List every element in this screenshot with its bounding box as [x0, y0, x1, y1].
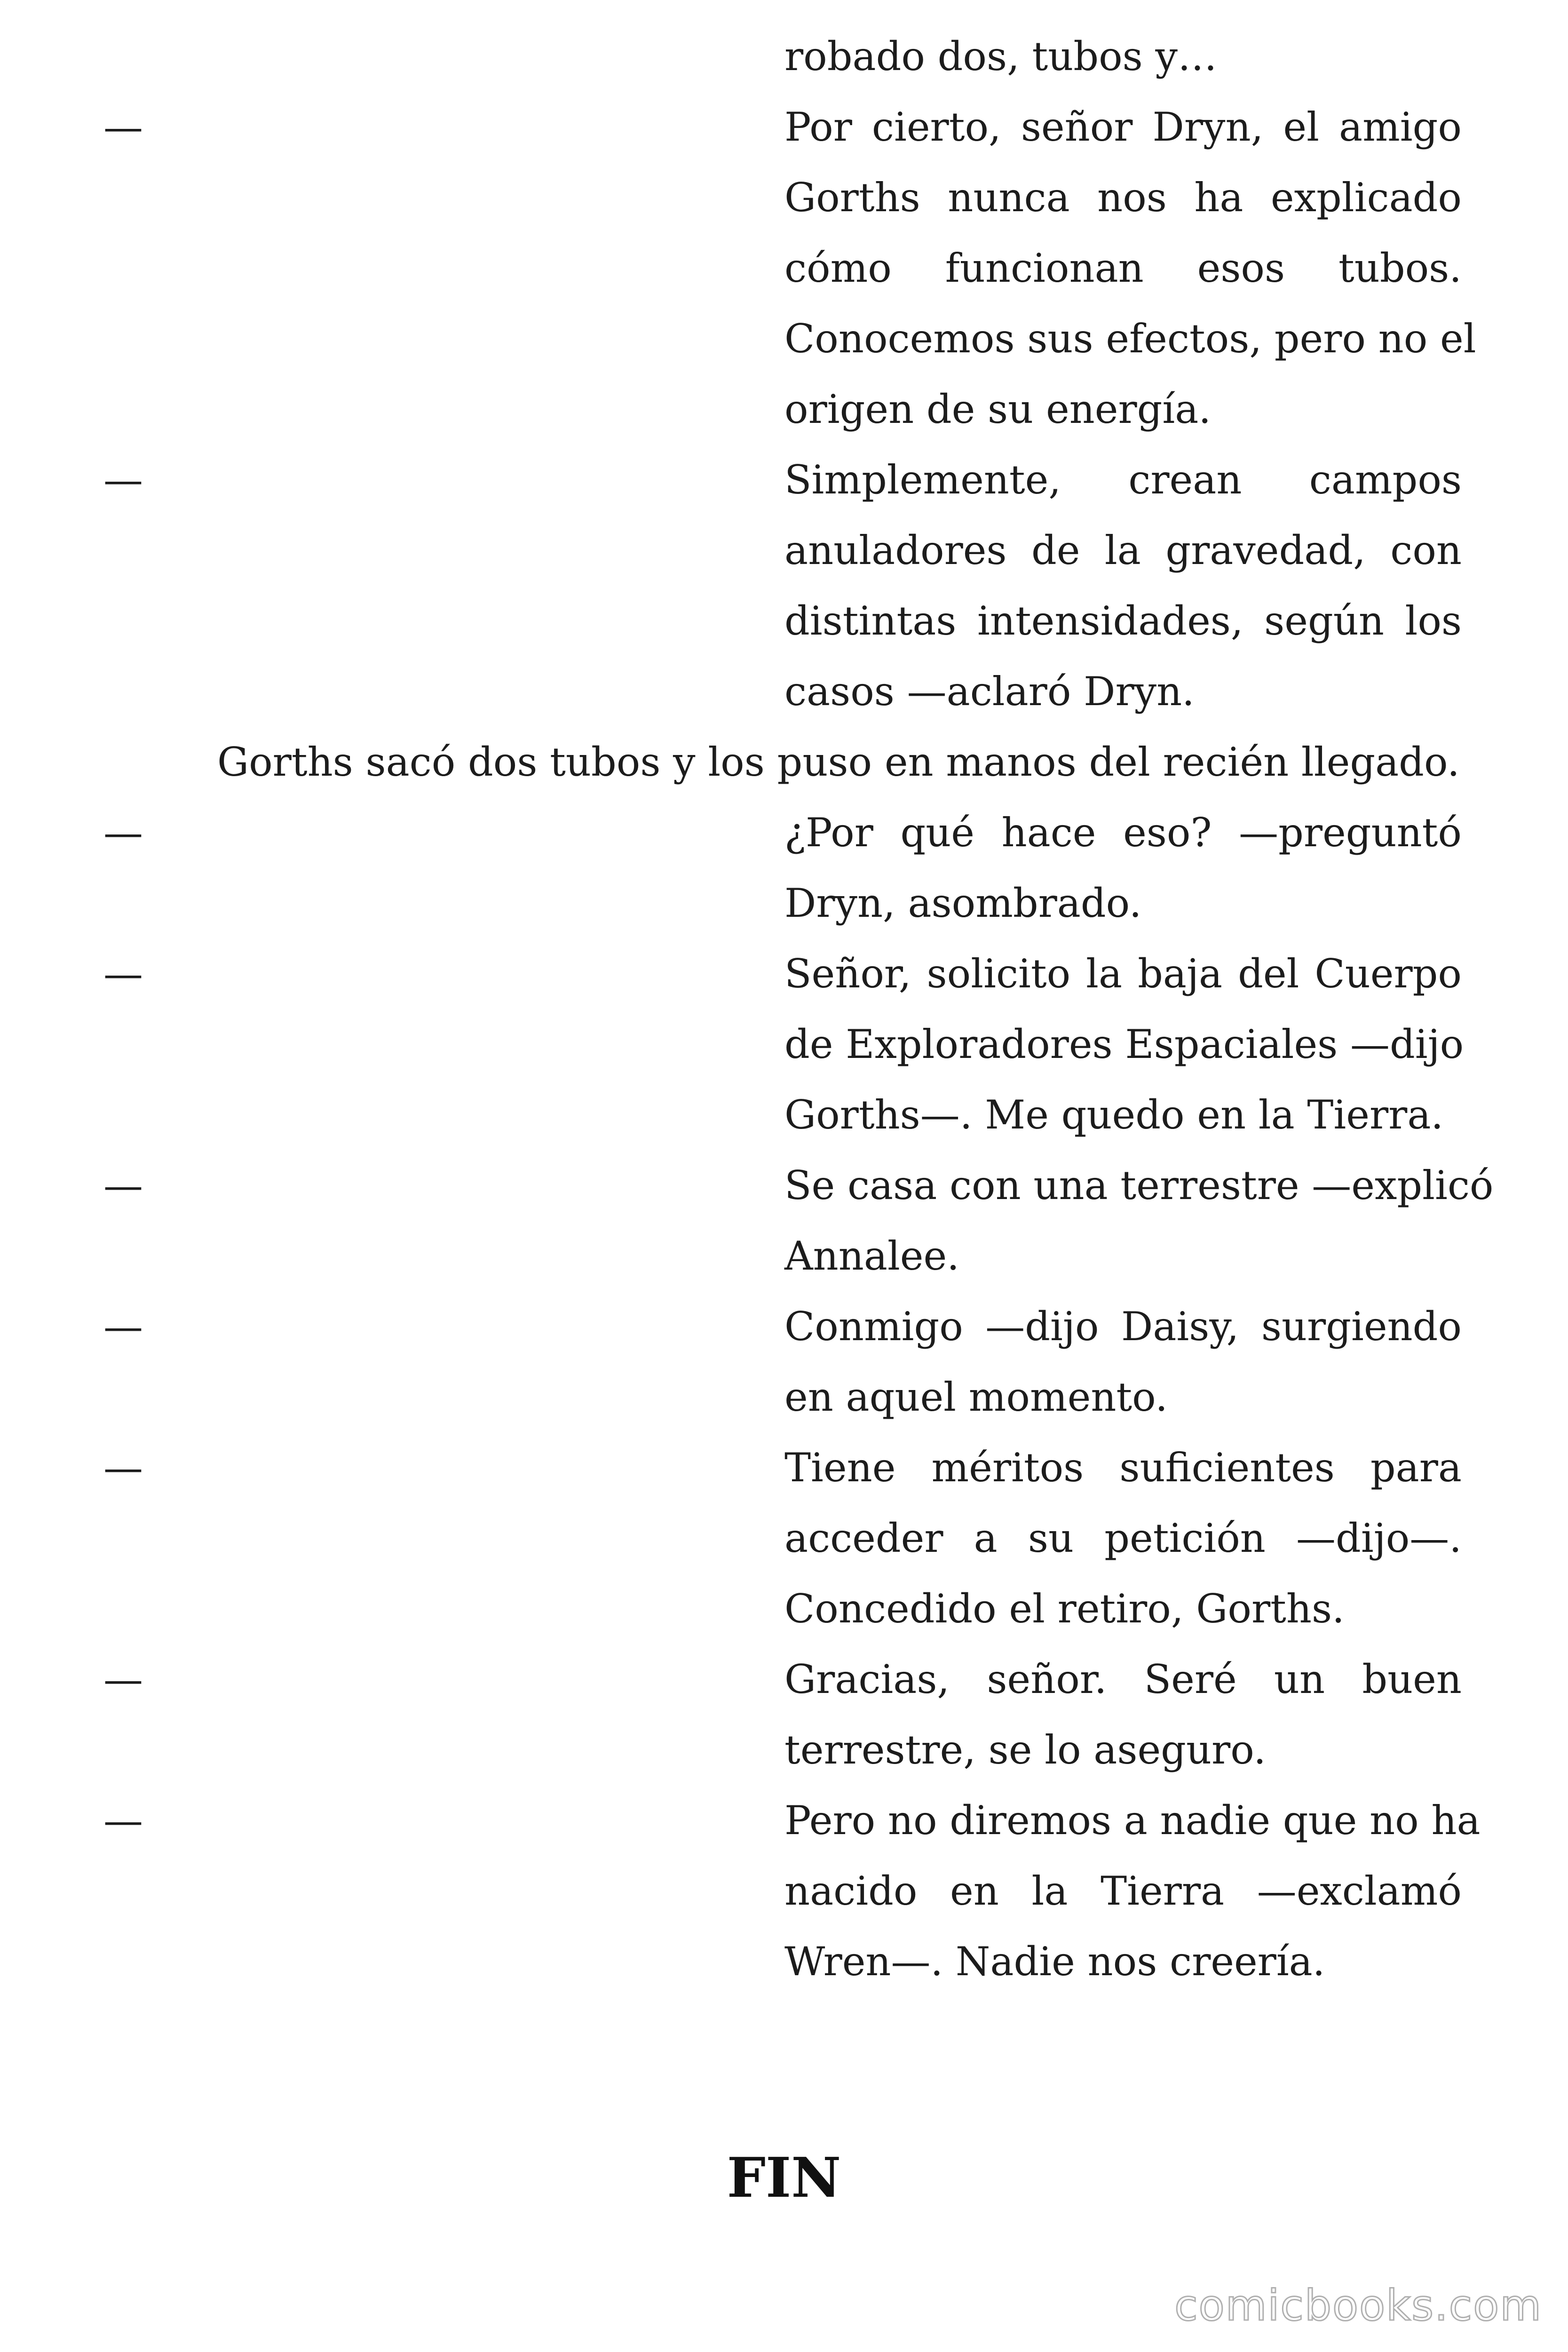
text-line: Concedido el retiro, Gorths. [784, 1586, 1345, 1632]
em-dash: — [103, 1303, 143, 1350]
text-line: Por cierto, señor Dryn, el amigo [784, 104, 1462, 150]
text-line: Gorths—. Me quedo en la Tierra. [784, 1092, 1444, 1138]
em-dash: — [103, 457, 143, 503]
text-line: Gracias, señor. Seré un buen [784, 1656, 1462, 1702]
narration-line: Gorths sacó dos tubos y los puso en manos del recién llegado. [217, 739, 1460, 785]
text-line: Annalee. [784, 1233, 959, 1279]
text-line: de Exploradores Espaciales —dijo [784, 1021, 1464, 1067]
text-line: en aquel momento. [784, 1374, 1168, 1420]
text-line: Tiene méritos suficientes para [784, 1445, 1462, 1491]
text-line: origen de su energía. [784, 386, 1212, 432]
text-line: Conocemos sus efectos, pero no el [784, 316, 1476, 362]
text-line: Se casa con una terrestre —explicó [784, 1162, 1494, 1208]
text-line: terrestre, se lo aseguro. [784, 1727, 1266, 1773]
text-line: ¿Por qué hace eso? —preguntó [784, 810, 1462, 856]
text-line: acceder a su petición —dijo—. [784, 1515, 1462, 1561]
em-dash: — [103, 104, 143, 150]
text-line: Conmigo —dijo Daisy, surgiendo [784, 1303, 1462, 1350]
em-dash: — [103, 1162, 143, 1208]
text-line: cómo funcionan esos tubos. [784, 245, 1462, 291]
watermark: comicbooks.com [1174, 2281, 1542, 2330]
text-line: robado dos, tubos y… [784, 33, 1217, 79]
text-line: anuladores de la gravedad, con [784, 527, 1462, 573]
text-line: Dryn, asombrado. [784, 880, 1142, 926]
text-line: Pero no diremos a nadie que no ha [784, 1797, 1481, 1843]
text-line: Wren—. Nadie nos creería. [784, 1939, 1325, 1985]
em-dash: — [103, 951, 143, 997]
end-title: FIN [727, 2146, 841, 2210]
em-dash: — [103, 1797, 143, 1843]
em-dash: — [103, 1445, 143, 1491]
em-dash: — [103, 1656, 143, 1702]
text-line: Gorths nunca nos ha explicado [784, 175, 1462, 221]
text-line: Simplemente, crean campos [784, 457, 1462, 503]
text-line: casos —aclaró Dryn. [784, 668, 1195, 715]
em-dash: — [103, 810, 143, 856]
text-line: nacido en la Tierra —exclamó [784, 1868, 1462, 1914]
text-line: Señor, solicito la baja del Cuerpo [784, 951, 1462, 997]
text-line: distintas intensidades, según los [784, 598, 1462, 644]
